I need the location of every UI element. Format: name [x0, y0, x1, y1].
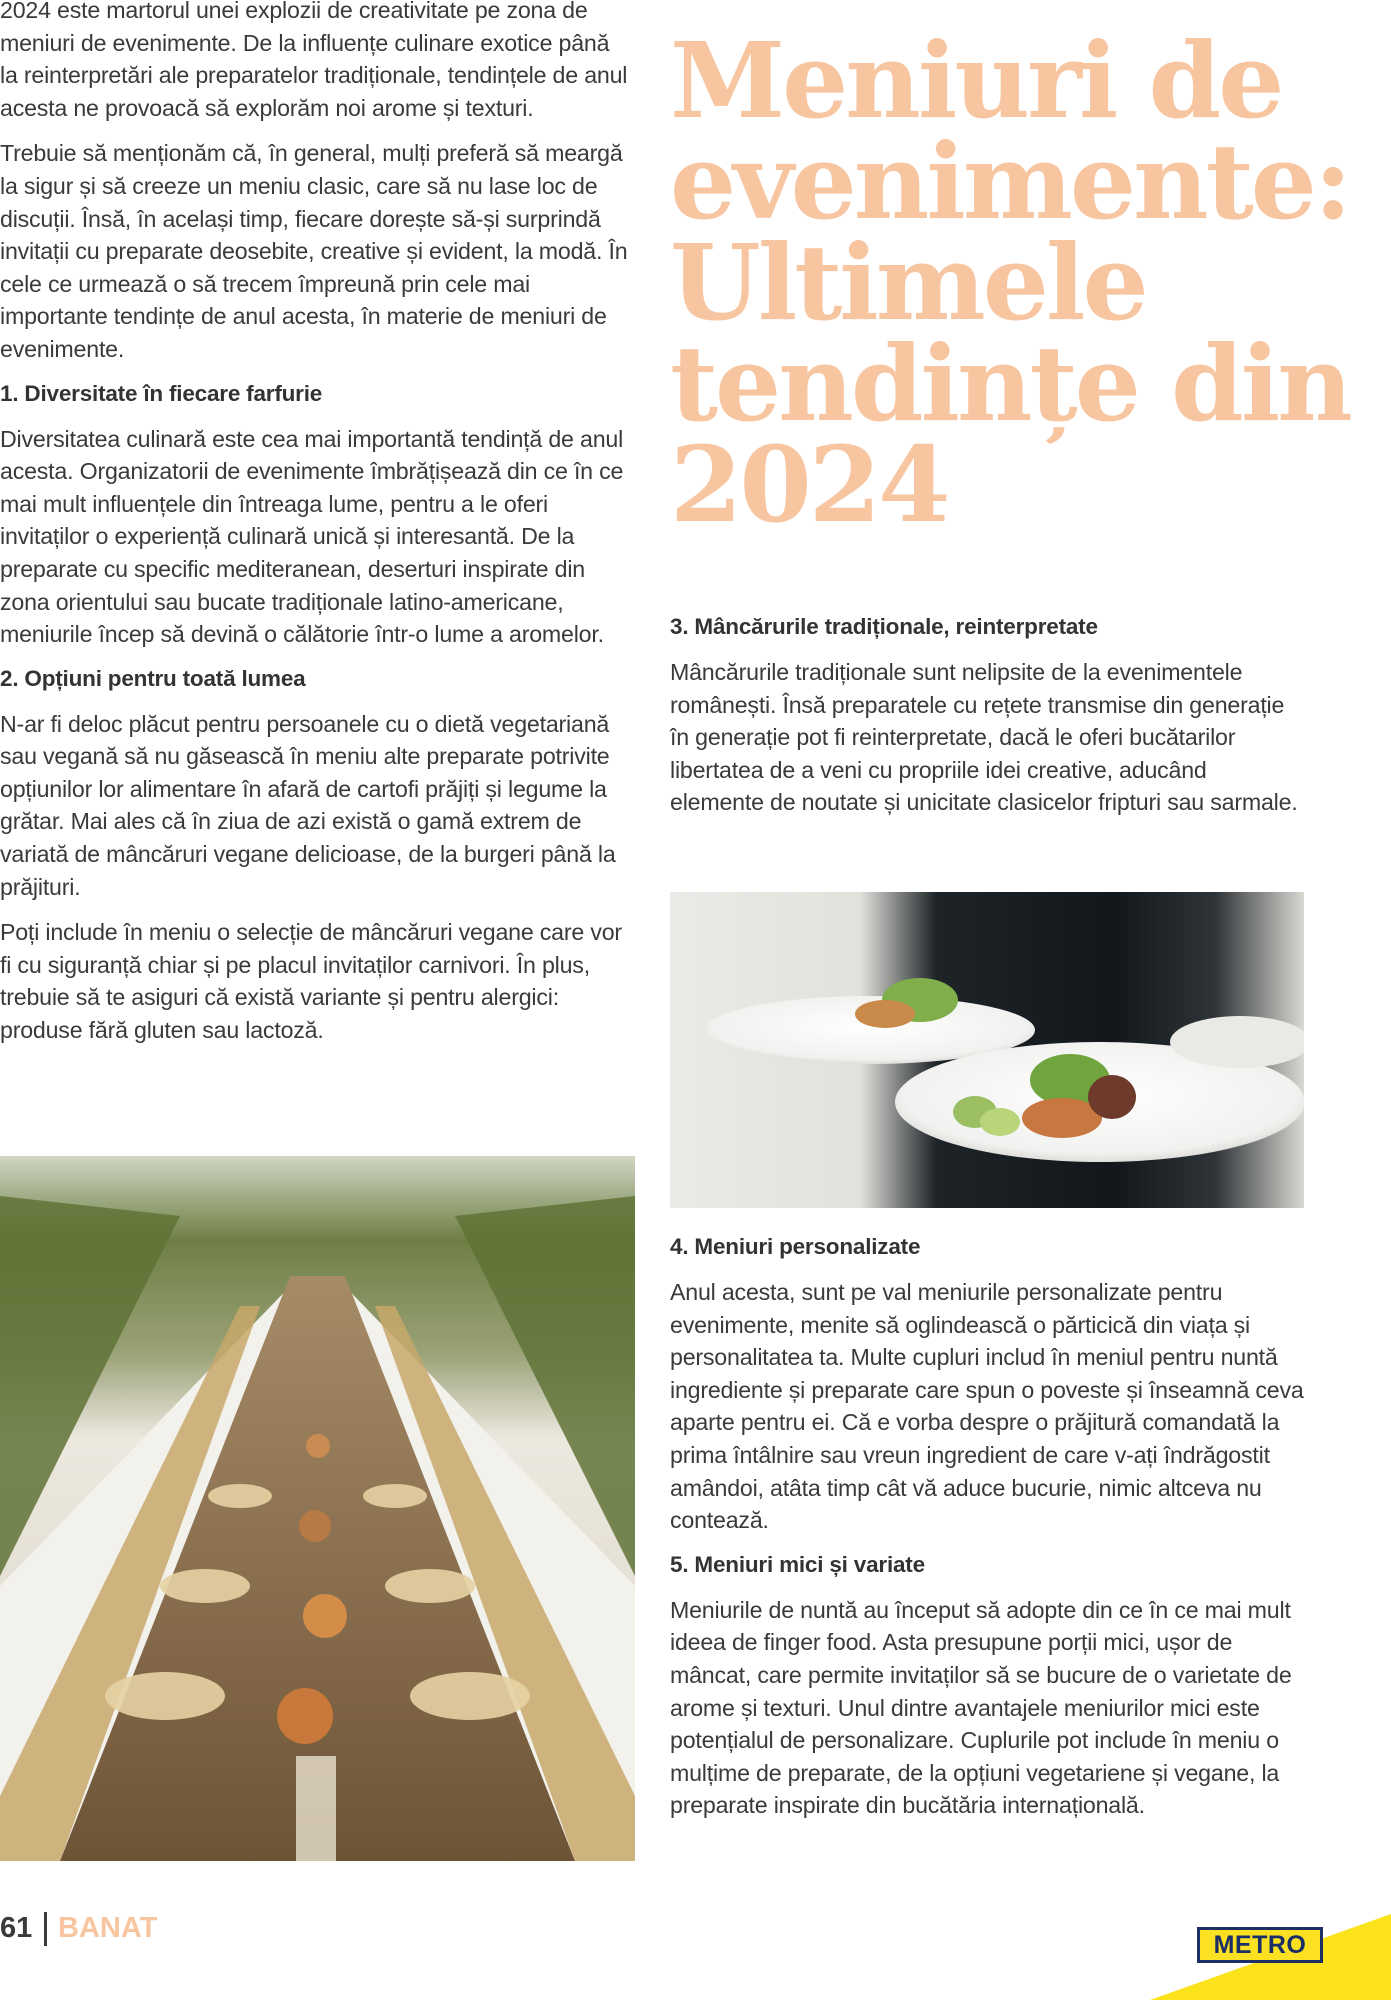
section-4-text: Anul acesta, sunt pe val meniurile personalizate pentru evenimente, menite să oglindească o părticică din viața și personalitatea ta. Multe cupluri includ în meniul pentru nuntă ingrediente și preparate care spun o poveste și înseamnă ceva aparte pentru ei. Că e vorba despre o prăjitură comandată la prima întâlnire sau vreun ingredient de care v-ați îndrăgostit amândoi, atâta timp cât vă aduce bucurie, nimic altceva nu contează. [670, 1279, 1304, 1534]
left-column [0, 0, 632, 1060]
section-5-text: Meniurile de nuntă au început să adopte din ce în ce mai mult ideea de finger food. Asta presupune porții mici, ușor de mâncat, care permite invitaților să se bucure de o varietate de arome și texturi. Unul dintre avantajele meniurilor mici este potențialul de personalizare. Cuplurile pot include în meniu o mulțime de preparate, de la opțiuni vegetariene și vegane, la preparate inspirate din bucătăria internațională. [670, 1596, 1292, 1819]
section-2-text-1: N-ar fi deloc plăcut pentru persoanele cu o dietă vegetariană sau vegană să nu găsească în meniu alte preparate potrivite opțiunilor lor alimentare în afară de cartofi prăjiți și legume la grătar. Mai ales că în ziua de azi există o gamă extrem de variată de mâncăruri vegane delicioase, de la burgeri până la prăjituri. [0, 710, 616, 900]
intro-paragraph-2: Trebuie să menționăm că, în general, mulți preferă să meargă la sigur și să creeze un meniu clasic, care să nu lase loc de discuții. Însă, în același timp, fiecare dorește să-și surprindă invitații cu preparate deosebite, creative și evident, la modă. În cele ce urmează o să trecem împreună prin cele mai importante tendințe de anul acesta, în materie de meniuri de evenimente. [0, 140, 628, 362]
article-headline: Meniuri de evenimente: Ultimele tendințe din 2024 [670, 19, 1350, 546]
right-column-bottom [670, 1232, 1306, 1835]
footer-separator [44, 1912, 47, 1946]
waiter-plates-photo [670, 892, 1304, 1208]
intro-paragraph-1: 2024 este martorul unei explozii de creativitate pe zona de meniuri de evenimente. De la influențe culinare exotice până la reinterpretări ale preparatelor tradiționale, tendințele de anul acesta ne provoacă să explorăm noi arome și texturi. [0, 0, 628, 121]
banquet-table-illustration [0, 1156, 635, 1861]
section-1-text: Diversitatea culinară este cea mai importantă tendință de anul acesta. Organizatorii de evenimente îmbrățișează din ce în ce mai mult influențele din întreaga lume, pentru a le oferi invitaților o experiență culinară unică și interesantă. De la preparate cu specific mediteranean, deserturi inspirate din zona orientului sau bucate tradiționale latino-americane, meniurile încep să devină o călătorie într-o lume a aromelor. [0, 425, 624, 648]
banquet-table-photo [0, 1156, 635, 1861]
page-number: 61 [0, 1912, 33, 1944]
section-2-heading: 2. Opțiuni pentru toată lumea [0, 665, 306, 691]
right-column-top [670, 612, 1306, 832]
region-label: BANAT [58, 1912, 158, 1944]
metro-logo: METRO [1197, 1927, 1323, 1963]
section-1-heading: 1. Diversitate în fiecare farfurie [0, 380, 323, 406]
section-5-heading: 5. Meniuri mici și variate [670, 1551, 925, 1577]
section-2-text-2: Poți include în meniu o selecție de mâncăruri vegane care vor fi cu siguranță chiar și pe placul invitaților carnivori. În plus, trebuie să te asiguri că există variante și pentru alergici: produse fără gluten sau lactoză. [0, 919, 622, 1044]
section-3-text: Mâncărurile tradiționale sunt nelipsite de la evenimentele românești. Însă preparatele cu rețete transmise din generație în generație pot fi reinterpretate, dacă le oferi bucătarilor libertatea de a veni cu propriile idei creative, aducând elemente de noutate și unicitate clasicelor fripturi sau sarmale. [670, 659, 1298, 816]
section-3-heading: 3. Mâncărurile tradiționale, reinterpretate [670, 614, 1098, 639]
section-4-heading: 4. Meniuri personalizate [670, 1234, 921, 1259]
waiter-plates-illustration [670, 892, 1304, 1208]
